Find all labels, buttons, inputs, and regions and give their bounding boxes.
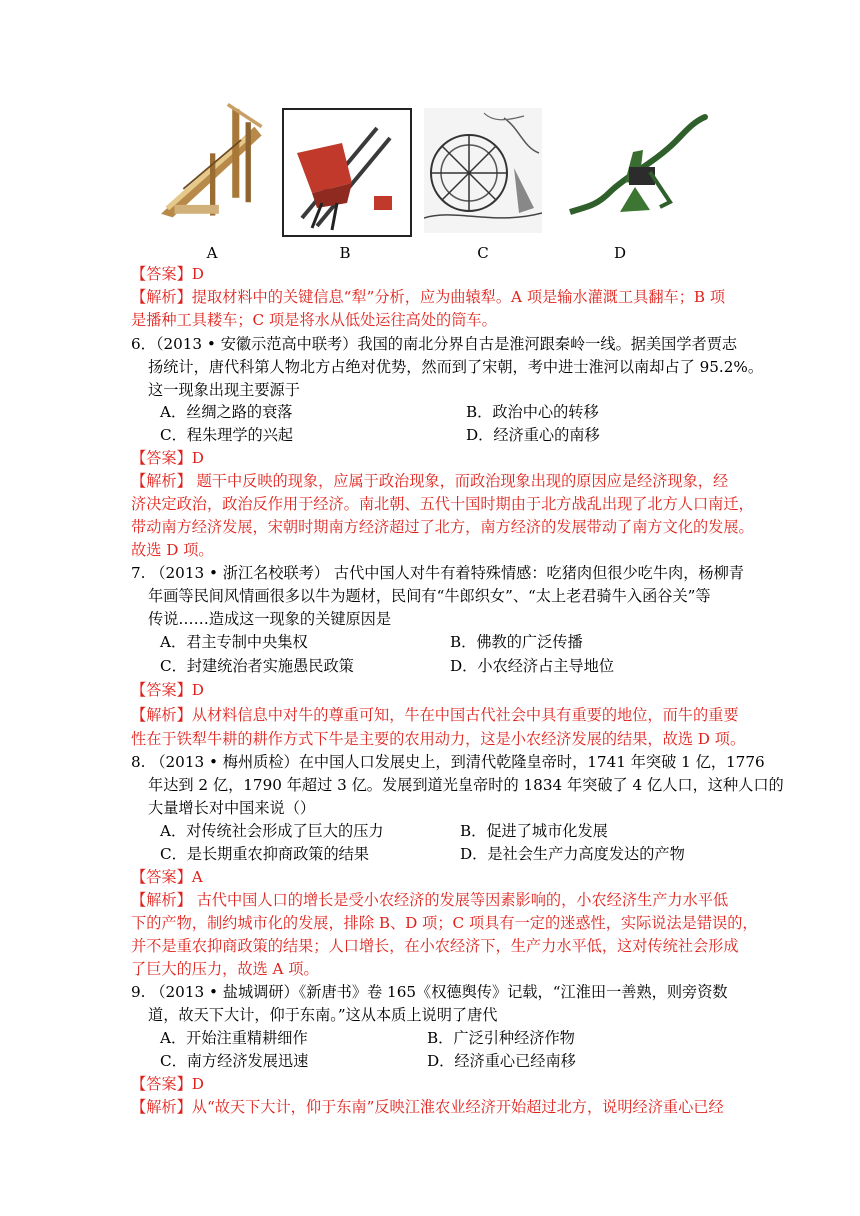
q7-stem-line-2: 年画等民间风情画很多以牛为题材，民间有“牛郎织女”、“太上老君骑牛入函谷关”等 bbox=[148, 587, 711, 605]
q6-analysis-line-3: 带动南方经济发展，宋朝时期南方经济超过了北方，南方经济的发展带动了南方文化的发展。 bbox=[131, 518, 754, 536]
q6-option-b: B．政治中心的转移 bbox=[466, 403, 599, 421]
q9-option-a: A．开始注重精耕细作 bbox=[160, 1029, 308, 1047]
q7-option-b: B．佛教的广泛传播 bbox=[450, 633, 583, 651]
q8-analysis-line-1: 【解析】 古代中国人口的增长是受小农经济的发展等因素影响的，小农经济生产力水平低 bbox=[131, 891, 729, 909]
q6-analysis-line-4: 故选 D 项。 bbox=[131, 541, 214, 559]
q8-analysis-line-2: 下的产物，制约城市化的发展，排除 B、D 项；C 项具有一定的迷惑性，实际说法是错误的， bbox=[131, 914, 758, 932]
q8-analysis-line-3: 并不是重农抑商政策的结果；人口增长，在小农经济下，生产力水平低，这对传统社会形成 bbox=[131, 937, 739, 955]
q9-option-d: D．经济重心已经南移 bbox=[427, 1052, 576, 1070]
q7-analysis-line-2: 性在于铁犁牛耕的耕作方式下牛是主要的农用动力，这是小农经济发展的结果，故选 D 项。 bbox=[131, 730, 746, 748]
q8-stem-line-1: 8. （2013 • 梅州质检）在中国人口发展史上，到清代乾隆皇帝时，1741 年突破 1 亿，1776 bbox=[131, 753, 765, 771]
q5-analysis-line-2: 是播种工具耧车；C 项是将水从低处运往高处的筒车。 bbox=[131, 311, 497, 329]
q7-option-a: A．君主专制中央集权 bbox=[160, 633, 308, 651]
q9-answer: 【答案】D bbox=[131, 1075, 204, 1093]
q7-option-d: D．小农经济占主导地位 bbox=[450, 657, 615, 675]
figure-label-b: B bbox=[339, 244, 351, 262]
q8-stem-line-2: 年达到 2 亿，1790 年超过 3 亿。发展到道光皇帝时的 1834 年突破了 4 亿人口，这种人口的 bbox=[148, 776, 784, 794]
figure-label-c: C bbox=[477, 244, 489, 262]
waterwheel-chain-pump-image bbox=[150, 100, 270, 220]
q6-option-c: C．程朱理学的兴起 bbox=[160, 426, 294, 444]
q6-stem-line-3: 这一现象出现主要源于 bbox=[148, 381, 300, 399]
q9-stem-line-2: 道，故天下大计，仰于东南。”这从本质上说明了唐代 bbox=[148, 1006, 498, 1024]
q9-analysis-line-1: 【解析】从“故天下大计，仰于东南”反映江淮农业经济开始超过北方，说明经济重心已经 bbox=[131, 1098, 724, 1116]
q5-answer: 【答案】D bbox=[131, 265, 204, 283]
q8-option-a: A．对传统社会形成了巨大的压力 bbox=[160, 822, 384, 840]
q7-analysis-line-1: 【解析】从材料信息中对牛的尊重可知，牛在中国古代社会中具有重要的地位，而牛的重要 bbox=[131, 706, 739, 724]
q9-option-c: C．南方经济发展迅速 bbox=[160, 1052, 309, 1070]
q7-option-c: C．封建统治者实施愚民政策 bbox=[160, 657, 354, 675]
q6-stem-line-2: 扬统计，唐代科第人物北方占绝对优势，然而到了宋朝，考中进士淮河以南却占了 95.2%。 bbox=[148, 358, 764, 376]
q8-analysis-line-4: 了巨大的压力，故选 A 项。 bbox=[131, 960, 319, 978]
q9-stem-line-1: 9. （2013 • 盐城调研）《新唐书》卷 165《权德舆传》记载，“江淮田一善熟，则旁资数 bbox=[131, 983, 728, 1001]
q6-analysis-line-1: 【解析】 题干中反映的现象，应属于政治现象，而政治现象出现的原因应是经济现象，经 bbox=[131, 472, 729, 490]
q6-option-a: A．丝绸之路的衰落 bbox=[160, 403, 293, 421]
seed-drill-image bbox=[282, 108, 412, 243]
q8-answer: 【答案】A bbox=[131, 868, 203, 886]
q7-stem-line-3: 传说……造成这一现象的关键原因是 bbox=[148, 610, 391, 628]
q7-answer: 【答案】D bbox=[131, 681, 204, 699]
q8-option-c: C．是长期重农抑商政策的结果 bbox=[160, 845, 370, 863]
q6-answer: 【答案】D bbox=[131, 449, 204, 467]
q6-analysis-line-2: 济决定政治，政治反作用于经济。南北朝、五代十国时期由于北方战乱出现了北方人口南迁， bbox=[131, 495, 754, 513]
q8-option-b: B．促进了城市化发展 bbox=[460, 822, 608, 840]
q9-option-b: B．广泛引种经济作物 bbox=[427, 1029, 575, 1047]
figure-label-a: A bbox=[206, 244, 218, 262]
figure-label-d: D bbox=[613, 244, 627, 262]
q5-analysis-line-1: 【解析】提取材料中的关键信息“犁”分析，应为曲辕犁。A 项是输水灌溉工具翻车；B 项 bbox=[131, 288, 726, 306]
bamboo-waterwheel-engraving-image bbox=[424, 108, 542, 233]
q7-stem-line-1: 7. （2013 • 浙江名校联考） 古代中国人对牛有着特殊情感：吃猪肉但很少吃牛肉，杨柳青 bbox=[131, 564, 744, 582]
q6-stem-line-1: 6．（2013 • 安徽示范高中联考）我国的南北分界自古是淮河跟秦岭一线。据美国学者贾志 bbox=[131, 335, 738, 353]
q8-option-d: D．是社会生产力高度发达的产物 bbox=[460, 845, 685, 863]
q6-option-d: D．经济重心的南移 bbox=[466, 426, 600, 444]
curved-shaft-plough-image bbox=[565, 112, 715, 222]
q8-stem-line-3: 大量增长对中国来说（） bbox=[148, 799, 316, 817]
